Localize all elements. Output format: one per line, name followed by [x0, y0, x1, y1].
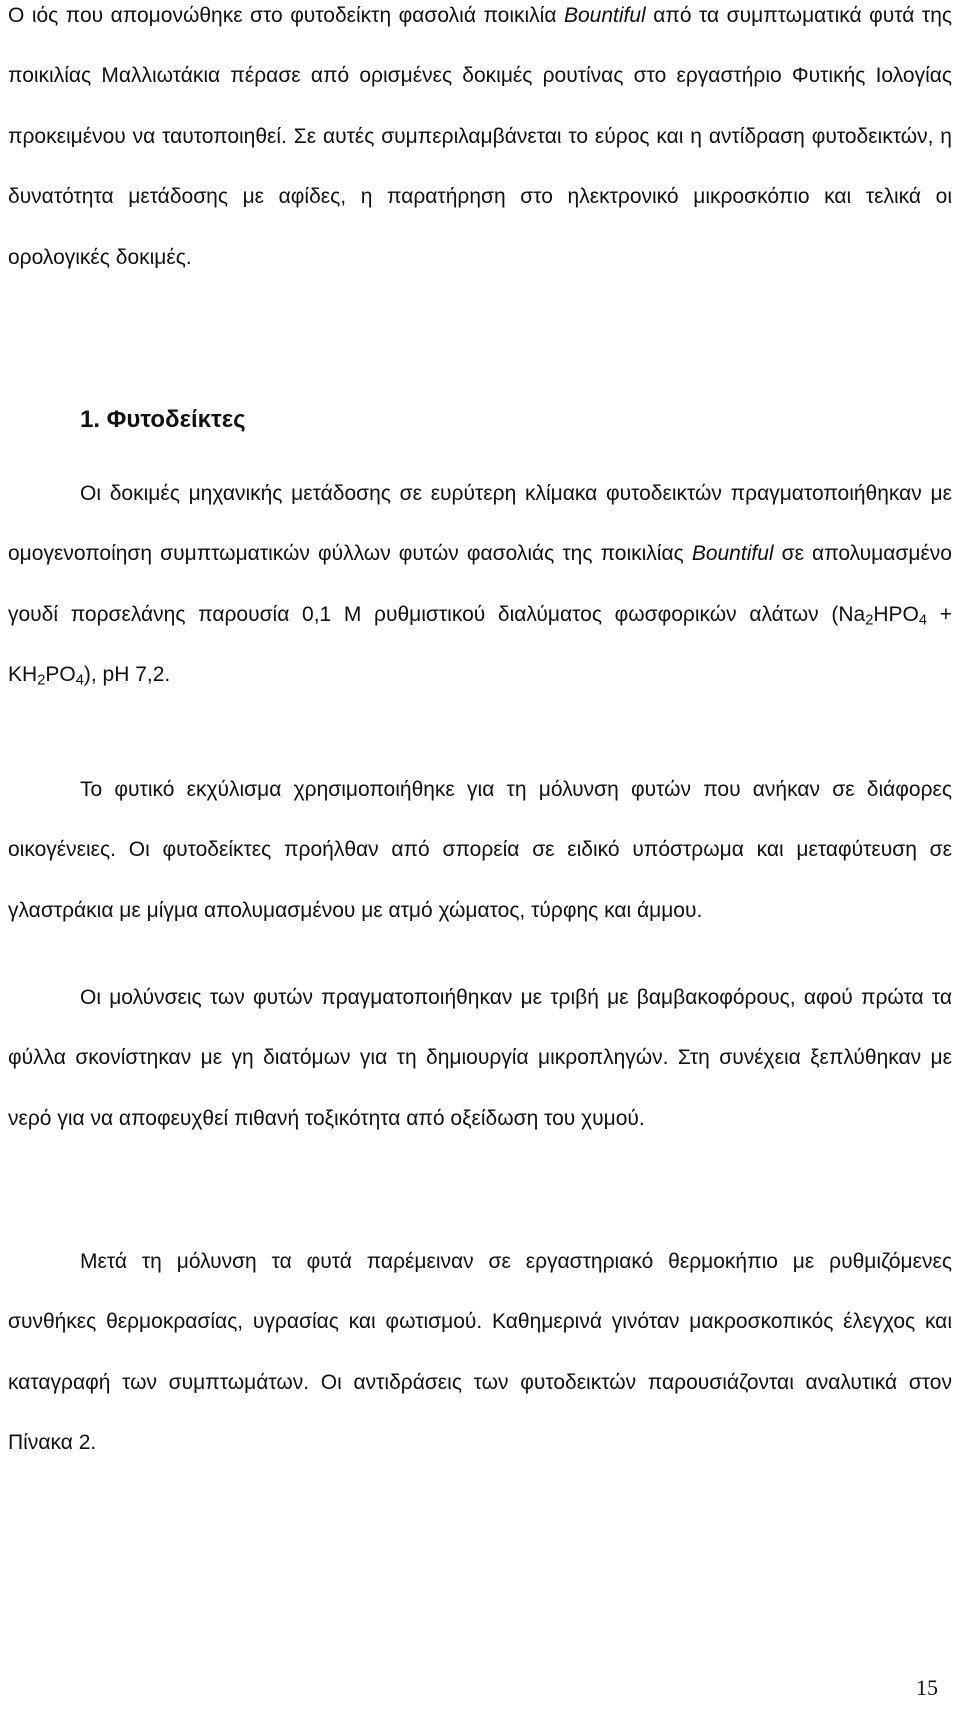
intro-text-2: από τα συμπτωματικά φυτά της ποικιλίας Μαλλιωτάκια πέρασε από ορισμένες δοκιμές ρουτίνας στο εργαστήριο Φυτικής Ιολογίας προκειμένου να ταυτοποιηθεί. Σε αυτές συμπεριλαμβάνεται το εύρος και η αντίδραση φυτοδεικτών, η δυνατότητα μετάδοσης με αφίδες, η παρατήρηση στο ηλεκτρονικό μικροσκόπιο και τελικά οι ορολογικές δοκιμές. [8, 4, 952, 269]
methods-paragraph-4: Μετά τη μόλυνση τα φυτά παρέμειναν σε εργαστηριακό θερμοκήπιο με ρυθμιζόμενες συνθήκες θερμοκρασίας, υγρασίας και φωτισμού. Καθημερινά γινόταν μακροσκοπικός έλεγχος και καταγραφή των συμπτωμάτων. Οι αντιδράσεις των φυτοδεικτών παρουσιάζονται αναλυτικά στον Πίνακα 2. [8, 1250, 952, 1455]
section-heading: 1. Φυτοδείκτες [80, 406, 246, 433]
methods-text-6: ), pH 7,2. [83, 663, 171, 687]
methods-text-4: + KH [8, 602, 952, 687]
methods-text-5: PO [45, 663, 76, 687]
methods-paragraph-2: Το φυτικό εκχύλισμα χρησιμοποιήθηκε για τη μόλυνση φυτών που ανήκαν σε διάφορες οικογένειες. Οι φυτοδείκτες προήλθαν από σπορεία σε ειδικό υπόστρωμα και μεταφύτευση σε γλαστράκια με μίγμα απολυμασμένου με ατμό χώματος, τύρφης και άμμου. [8, 778, 952, 922]
subscript: 4 [918, 612, 928, 629]
methods-paragraph-3: Οι μολύνσεις των φυτών πραγματοποιήθηκαν με τριβή με βαμβακοφόρους, αφού πρώτα τα φύλλα σκονίστηκαν με γη διατόμων για τη δημιουργία μικροπληγών. Στη συνέχεια ξεπλύθηκαν με νερό για να αποφευχθεί πιθανή τοξικότητα από οξείδωση του χυμού. [8, 986, 952, 1130]
intro-text-1: Ο ιός που απομονώθηκε στο φυτοδείκτη φασολιά ποικιλία [8, 4, 564, 27]
page-number: 15 [916, 1675, 938, 1700]
methods-text-3: HPO [873, 602, 919, 626]
subscript: 2 [37, 672, 46, 689]
subscript: 4 [75, 672, 84, 689]
intro-paragraph [8, 0, 952, 288]
methods-paragraph-1 [8, 464, 952, 706]
variety-name: Bountiful [691, 542, 774, 566]
variety-name: Bountiful [563, 4, 646, 27]
methods-text-1: Οι δοκιμές μηχανικής μετάδοσης σε ευρύτερη κλίμακα φυτοδεικτών πραγματοποιήθηκαν με ομογενοποίηση συμπτωματικών φύλλων φυτών φασολιάς της ποικιλίας [8, 482, 952, 566]
subscript: 2 [865, 612, 874, 629]
methods-text-2: σε απολυμασμένο γουδί πορσελάνης παρουσία 0,1 Μ ρυθμιστικού διαλύματος φωσφορικών αλάτων (Na [8, 542, 952, 626]
